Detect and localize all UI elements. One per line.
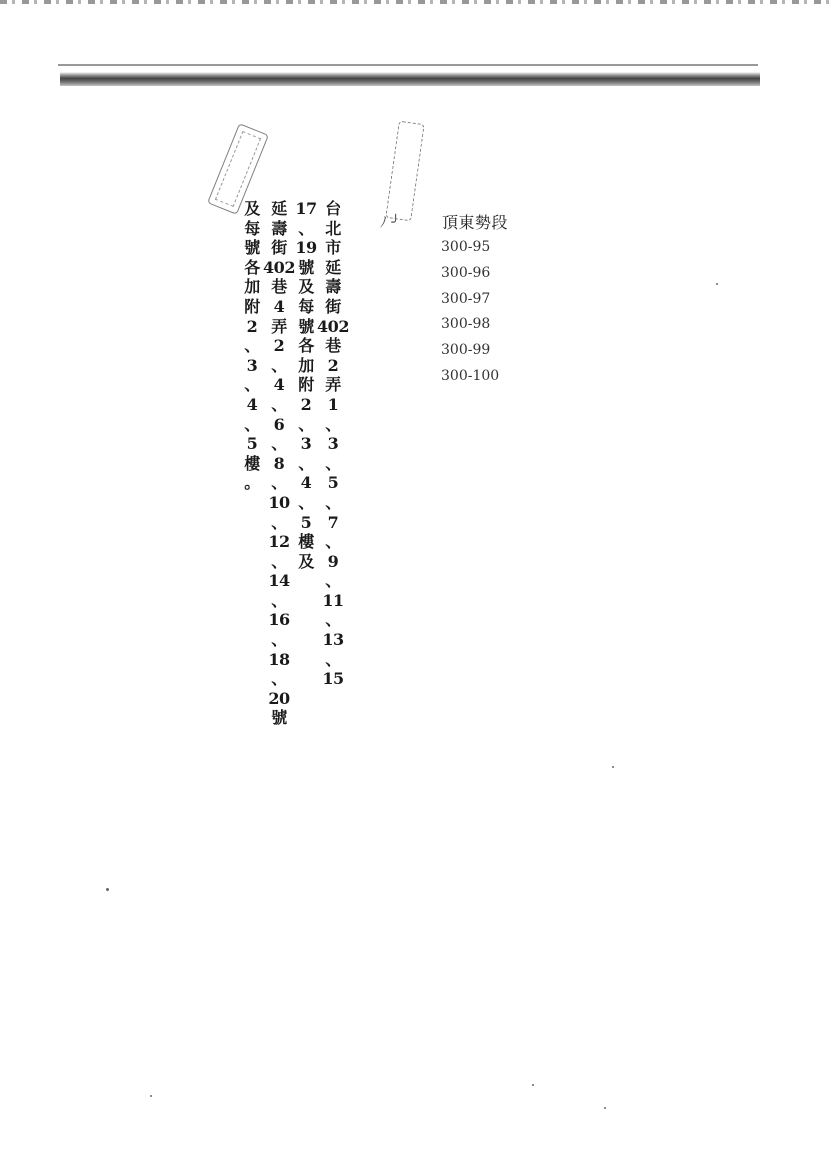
address-glyph: 每	[244, 218, 260, 238]
address-column	[238, 199, 266, 493]
seal-stamp-faint	[385, 121, 424, 222]
address-glyph: 加	[298, 355, 314, 375]
address-glyph: 、	[271, 434, 287, 454]
address-glyph: 、	[271, 551, 287, 571]
address-glyph: 6	[273, 414, 285, 434]
address-glyph: 、	[298, 218, 314, 238]
scan-speck	[716, 283, 718, 285]
handwritten-mark: ﾉ ╯	[380, 215, 400, 231]
address-glyph: 號	[298, 316, 314, 336]
address-glyph: 17	[295, 199, 317, 218]
address-glyph: 1	[327, 394, 339, 414]
address-glyph: 。	[244, 473, 260, 493]
address-glyph: 加	[244, 277, 260, 297]
address-glyph: 、	[271, 630, 287, 650]
address-glyph: 、	[271, 669, 287, 689]
address-glyph: 5	[327, 473, 339, 493]
header-rule-thin	[58, 64, 758, 66]
address-glyph: 市	[325, 238, 341, 258]
address-glyph: 、	[298, 414, 314, 434]
address-glyph: 4	[300, 473, 312, 493]
address-glyph: 5	[300, 512, 312, 532]
address-glyph: 5	[246, 434, 258, 454]
address-glyph: 、	[244, 375, 260, 395]
address-glyph: 樓	[244, 453, 260, 473]
address-glyph: 、	[244, 414, 260, 434]
scan-speck	[532, 1084, 534, 1086]
address-glyph: 每	[298, 296, 314, 316]
address-glyph: 12	[268, 532, 290, 552]
address-glyph: 8	[273, 453, 285, 473]
address-glyph: 延	[271, 199, 287, 218]
address-glyph: 、	[271, 590, 287, 610]
address-glyph: 10	[268, 492, 290, 512]
address-glyph: 、	[271, 394, 287, 414]
land-number: 300-96	[441, 264, 491, 281]
address-glyph: 18	[268, 649, 290, 669]
address-glyph: 3	[246, 355, 258, 375]
scan-top-noise	[0, 0, 832, 4]
address-glyph: 16	[268, 610, 290, 630]
address-glyph: 20	[268, 688, 290, 708]
land-number: 300-97	[441, 290, 491, 307]
address-glyph: 台	[325, 199, 341, 218]
scan-speck	[604, 1107, 606, 1109]
address-glyph: 2	[300, 394, 312, 414]
address-glyph: 、	[325, 414, 341, 434]
address-glyph: 號	[244, 238, 260, 258]
address-glyph: 13	[322, 630, 344, 650]
address-glyph: 4	[246, 394, 258, 414]
address-glyph: 15	[322, 669, 344, 689]
address-glyph: 弄	[271, 316, 287, 336]
address-glyph: 、	[298, 453, 314, 473]
land-number: 300-99	[441, 342, 491, 359]
address-glyph: 、	[325, 610, 341, 630]
address-glyph: 、	[271, 512, 287, 532]
address-glyph: 壽	[271, 218, 287, 238]
scan-speck	[612, 766, 614, 768]
address-glyph: 號	[298, 257, 314, 277]
address-glyph: 4	[273, 296, 285, 316]
address-glyph: 2	[273, 336, 285, 356]
address-glyph: 及	[244, 199, 260, 218]
scan-speck	[150, 1095, 152, 1097]
address-glyph: 街	[325, 296, 341, 316]
address-glyph: 、	[325, 532, 341, 552]
address-glyph: 街	[271, 238, 287, 258]
address-glyph: 、	[271, 355, 287, 375]
land-number-list	[441, 237, 499, 392]
address-glyph: 402	[317, 316, 349, 336]
address-glyph: 及	[298, 551, 314, 571]
address-glyph: 14	[268, 571, 290, 591]
land-number: 300-95	[441, 239, 491, 255]
address-glyph: 2	[246, 316, 258, 336]
address-glyph: 402	[263, 257, 295, 277]
address-glyph: 7	[327, 512, 339, 532]
address-glyph: 19	[295, 238, 317, 258]
address-glyph: 延	[325, 257, 341, 277]
address-glyph: 、	[271, 473, 287, 493]
address-column	[292, 199, 320, 571]
address-glyph: 4	[273, 375, 285, 395]
address-glyph: 樓	[298, 532, 314, 552]
address-glyph: 、	[244, 336, 260, 356]
address-glyph: 壽	[325, 277, 341, 297]
address-glyph: 2	[327, 355, 339, 375]
address-glyph: 各	[298, 336, 314, 356]
address-glyph: 及	[298, 277, 314, 297]
address-glyph: 、	[325, 453, 341, 473]
address-glyph: 3	[300, 434, 312, 454]
address-glyph: 11	[322, 590, 344, 610]
address-column	[265, 199, 293, 728]
address-glyph: 北	[325, 218, 341, 238]
address-glyph: 、	[325, 492, 341, 512]
land-number: 300-100	[441, 367, 500, 384]
address-glyph: 、	[298, 492, 314, 512]
land-number: 300-98	[441, 316, 491, 333]
address-glyph: 3	[327, 434, 339, 454]
address-glyph: 號	[271, 708, 287, 728]
address-glyph: 弄	[325, 375, 341, 395]
land-section-title: 頂東勢段	[442, 213, 509, 232]
address-column	[319, 199, 347, 689]
address-glyph: 9	[327, 551, 339, 571]
address-glyph: 附	[244, 296, 260, 316]
header-rule-thick	[60, 72, 760, 86]
address-glyph: 附	[298, 375, 314, 395]
address-glyph: 巷	[271, 277, 287, 297]
address-glyph: 、	[325, 649, 341, 669]
address-glyph: 巷	[325, 336, 341, 356]
scan-speck	[106, 888, 109, 891]
address-glyph: 、	[325, 571, 341, 591]
address-glyph: 各	[244, 257, 260, 277]
